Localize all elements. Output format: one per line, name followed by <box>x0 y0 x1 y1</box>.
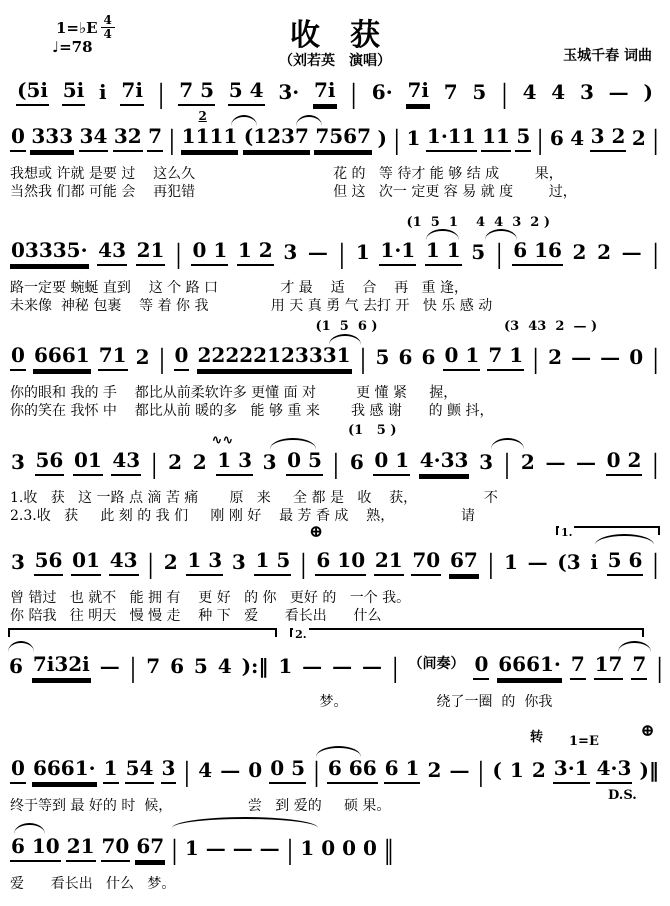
note-group: 71 <box>98 344 128 371</box>
lyrics-block <box>10 165 660 201</box>
barline: | <box>652 238 659 270</box>
lyric-line: 曾 错过 也 就不 能 拥 有 更 好 的 你 更好 的 一个 我。 <box>10 590 411 606</box>
note-group: 1 5 <box>254 549 291 576</box>
slur-arc <box>231 115 257 126</box>
note-group: 0 5 <box>286 449 323 476</box>
chord-annotation: ∿∿ <box>211 433 234 448</box>
barline: | <box>652 448 659 480</box>
note-group: 22222123331 <box>197 344 352 371</box>
barline: | <box>350 78 358 110</box>
note-group: — <box>220 758 241 782</box>
barline: | <box>129 652 137 684</box>
barline: | <box>652 343 659 375</box>
note-group: 43 <box>97 239 127 266</box>
note-group: i <box>590 550 598 574</box>
note-group: — <box>332 654 353 678</box>
key-label: 1=♭E <box>56 18 98 37</box>
slur-arc <box>316 746 362 757</box>
time-upper: 4 <box>101 14 115 28</box>
note-group: — <box>232 836 253 860</box>
note-group: 21 <box>66 835 96 862</box>
barline: | <box>147 548 155 580</box>
note-group: 3 <box>11 550 25 574</box>
note-group: 7 <box>147 125 163 152</box>
note-group: 56 <box>35 449 65 476</box>
note-group: 7 <box>631 653 647 680</box>
system-4 <box>10 319 660 420</box>
note-group: 43 <box>111 449 141 476</box>
note-group: 3· <box>278 80 300 104</box>
note-group: (1237 <box>243 125 310 152</box>
note-group: 1 1 <box>425 239 462 266</box>
note-group: 1·1 <box>379 239 416 266</box>
volta-bracket <box>290 628 644 641</box>
note-group: 0 <box>342 836 357 860</box>
lyric-line: 梦。 绕了一圈 的 你我 <box>8 694 553 710</box>
note-group: — <box>205 836 226 860</box>
notation-line <box>10 236 660 270</box>
notation-line <box>8 650 664 684</box>
chord-annotation: D.S. <box>608 788 637 803</box>
song-title: 收 获 <box>290 18 380 53</box>
note-group: 17 <box>594 653 624 680</box>
barline: | <box>338 238 346 270</box>
note-group: 1 <box>103 757 119 784</box>
volta-tick <box>275 628 277 637</box>
note-group: 1 <box>278 654 293 678</box>
note-group: 70 <box>101 835 131 862</box>
lyric-line: 路一定要 蜿蜒 直到 这 个 路 口 才 最 适 合 再 重 逢， <box>10 280 469 296</box>
note-group: 0 1 <box>191 239 228 266</box>
note-group: 0 5 <box>269 757 306 784</box>
slur-arc <box>270 438 316 449</box>
notation-line <box>10 546 660 580</box>
note-group: — <box>99 654 120 678</box>
barline: | <box>183 756 191 788</box>
barline: | <box>652 124 659 156</box>
chord-annotation: (3 43 2 — ) <box>504 319 598 334</box>
barline: | <box>158 343 166 375</box>
note-group: 0 <box>248 758 263 782</box>
note-group: 0 <box>10 344 26 371</box>
note-group: (3 <box>557 550 581 574</box>
note-group: 4·3 <box>596 757 633 784</box>
note-group: — <box>259 836 280 860</box>
note-group: ) <box>377 126 387 150</box>
note-group: 2 <box>427 758 442 782</box>
note-group: 3·1 <box>553 757 590 784</box>
note-group: 1 <box>406 126 421 150</box>
note-group: 0 <box>629 345 644 369</box>
notation-line <box>10 341 660 375</box>
lyric-line: 2.3.收 获 此 刻 的 我 们 刚 刚 好 最 芳 香 成 熟， 请 <box>10 508 475 524</box>
note-group: 4 <box>570 126 585 150</box>
note-group: 1 <box>300 836 315 860</box>
note-group: — <box>545 450 566 474</box>
note-group: — <box>608 80 629 104</box>
note-group: 4 <box>217 654 232 678</box>
note-group: 5i <box>62 79 86 106</box>
note-group: — <box>361 654 382 678</box>
note-group: 5 <box>471 240 486 264</box>
note-group: 21 <box>136 239 166 266</box>
note-group: 11 <box>481 125 511 152</box>
note-group: 333 <box>30 125 74 152</box>
note-group: 1111 <box>181 125 239 152</box>
note-group: ):‖ <box>241 654 269 678</box>
notation-line <box>16 76 654 110</box>
barline: | <box>501 78 508 110</box>
note-group: 6661· <box>497 653 562 680</box>
barline: | <box>393 124 401 156</box>
note-group: 3 <box>479 450 493 474</box>
note-group: i <box>99 80 107 104</box>
note-group: 3 2 <box>590 125 627 152</box>
note-group: 2 <box>548 345 562 369</box>
slur-arc <box>485 229 518 240</box>
note-group: 6 <box>170 654 184 678</box>
note-group: 6 10 <box>315 549 366 576</box>
tempo-marking: ♩=78 <box>52 38 93 56</box>
barline: | <box>495 238 503 270</box>
barline: | <box>299 548 307 580</box>
note-group: 1 <box>509 758 524 782</box>
barline: | <box>150 448 158 480</box>
note-group: 7i32i <box>32 653 91 680</box>
note-group: 6 1 <box>384 757 421 784</box>
note-group: ( <box>492 758 502 782</box>
chord-annotation: (1 5 1 4 4 3 2 ) <box>406 215 551 230</box>
note-group: 6 10 <box>10 835 61 862</box>
note-group: — <box>576 450 597 474</box>
note-group: 43 <box>109 549 139 576</box>
note-group: 7 1 <box>487 344 524 371</box>
note-group: 32 <box>113 125 143 152</box>
note-group: 6 <box>398 345 413 369</box>
note-group: 3 <box>231 550 246 574</box>
barline: | <box>171 834 178 866</box>
note-group: 6 <box>9 654 23 678</box>
barline: | <box>477 756 485 788</box>
slur-arc <box>426 229 459 240</box>
note-group: 3 <box>579 80 594 104</box>
system-8 <box>10 721 660 815</box>
note-group: 6661· <box>32 757 97 784</box>
performer-line: （刘若英 演唱） <box>279 53 391 69</box>
slur-arc <box>491 438 524 449</box>
note-group: 4 <box>198 758 213 782</box>
barline: | <box>391 652 399 684</box>
lyrics-block <box>10 797 660 815</box>
barline: | <box>652 548 659 580</box>
lyric-line: 你 陪我 往 明天 慢 慢 走 种 下 爱 看长出 什么 <box>10 608 382 624</box>
system-2 <box>10 109 660 201</box>
note-group: 54 <box>125 757 155 784</box>
note-group: 01 <box>71 549 101 576</box>
note-group: 1 2 <box>237 239 274 266</box>
note-group: 34 <box>79 125 109 152</box>
note-group: 7 <box>146 654 161 678</box>
note-group: 0 1 <box>443 344 480 371</box>
barline: | <box>286 834 294 866</box>
lyrics-block <box>10 489 660 525</box>
slur-arc <box>172 817 318 828</box>
barline: | <box>168 124 176 156</box>
volta-label: 1. <box>561 526 573 539</box>
note-group: 6 16 <box>512 239 563 266</box>
lyric-line: 爱 看长出 什么 梦。 <box>10 876 176 892</box>
system-5 <box>10 423 660 525</box>
note-group: — <box>302 654 323 678</box>
note-group: 0 <box>10 757 26 784</box>
lyrics-block <box>8 693 664 711</box>
note-group: 2 <box>531 758 546 782</box>
note-group: 5 <box>375 345 390 369</box>
note-group: 2 <box>163 550 178 574</box>
note-group: 70 <box>411 549 441 576</box>
note-group: 2 <box>572 240 587 264</box>
lyric-line: 终于等到 最 好的 时 候， 尝 到 爱的 硕 果。 <box>10 798 391 814</box>
lyrics-block <box>10 589 660 625</box>
barline: | <box>487 548 495 580</box>
note-group: 5 <box>193 654 208 678</box>
barline: ‖ <box>383 834 394 866</box>
note-group: 6 <box>421 345 436 369</box>
barline: | <box>536 124 544 156</box>
barline: | <box>313 756 320 788</box>
slur-arc <box>329 334 362 345</box>
note-group: 7i <box>313 79 337 106</box>
barline: | <box>175 238 182 270</box>
volta-tick <box>556 526 558 535</box>
slur-arc <box>8 641 34 652</box>
note-group: 5 <box>515 125 531 152</box>
note-group: — <box>449 758 470 782</box>
note-group: 3 <box>262 450 277 474</box>
lyric-line: 未来像 神秘 包裹 等 着 你 我 用 天 真 勇 气 去打 开 快 乐 感 动 <box>10 298 493 314</box>
note-group: 6661 <box>33 344 91 371</box>
lyric-line: 我想或 许就 是要 过 这么久 花 的 等 待才 能 够 结 成 果， <box>10 166 563 182</box>
note-group: 3 <box>283 240 298 264</box>
lyrics-block <box>10 279 660 315</box>
note-group: 01 <box>73 449 103 476</box>
note-group: 1·11 <box>426 125 477 152</box>
volta-tick <box>8 628 10 637</box>
note-group: 3 <box>11 450 25 474</box>
note-group: )‖ <box>639 758 659 782</box>
note-group: 21 <box>374 549 404 576</box>
lyrics-block <box>10 384 660 420</box>
barline: | <box>503 448 511 480</box>
note-group: — <box>621 240 642 264</box>
slur-arc <box>14 823 45 834</box>
note-group: 2 <box>597 240 611 264</box>
note-group: （间奏） <box>408 655 465 672</box>
note-group: 7 5 <box>178 79 215 106</box>
system-1 <box>16 76 654 110</box>
note-group: 0 2 <box>606 449 643 476</box>
note-group: — <box>307 240 328 264</box>
note-group: 7i <box>120 79 144 106</box>
note-group: — <box>600 345 621 369</box>
note-group: 3 <box>161 757 177 784</box>
note-group: 6 66 <box>327 757 378 784</box>
barline: | <box>157 78 165 110</box>
volta-bracket <box>8 628 277 637</box>
note-group: 1 <box>503 550 518 574</box>
chord-annotation: 1=E <box>569 734 599 749</box>
system-6 <box>10 522 660 625</box>
note-group: 5 6 <box>607 549 644 576</box>
note-group: — <box>527 550 548 574</box>
note-group: 2 <box>520 450 535 474</box>
chord-annotation: (1 5 ) <box>348 423 397 438</box>
barline: | <box>532 343 539 375</box>
note-group: 56 <box>34 549 64 576</box>
barline: | <box>332 448 340 480</box>
note-group: 7567 <box>314 125 372 152</box>
note-group: 2 <box>631 126 646 150</box>
note-group: 0 <box>174 344 190 371</box>
note-group: 67 <box>135 835 165 862</box>
barline: | <box>359 343 367 375</box>
note-group: 0 <box>321 836 336 860</box>
volta-tick <box>658 526 660 535</box>
note-group: 5 4 <box>228 79 265 106</box>
lyrics-block <box>10 875 395 893</box>
time-lower: 4 <box>103 27 112 42</box>
volta-label: 2. <box>295 628 307 641</box>
note-group: 7 <box>443 80 458 104</box>
note-group: 1 3 <box>216 449 253 476</box>
barline: | <box>656 652 663 684</box>
system-3 <box>10 215 660 315</box>
note-group: 4·33 <box>419 449 470 476</box>
coda-sign: ⊕ <box>309 522 324 542</box>
note-group: 7 <box>570 653 586 680</box>
chord-annotation: 转 <box>530 730 544 745</box>
notation-line <box>10 122 660 156</box>
grace-note: 2 <box>198 109 207 123</box>
note-group: ) <box>643 80 653 104</box>
note-group: 2 <box>192 450 207 474</box>
lyric-line: 你的笑在 我怀 中 都比从前 暖的多 能 够 重 来 我 感 谢 的 颤 抖， <box>10 403 494 419</box>
volta-bracket <box>556 526 660 539</box>
note-group: — <box>571 345 592 369</box>
note-group: 03335· <box>10 239 89 266</box>
note-group: 0 <box>363 836 377 860</box>
note-group: 2 <box>135 345 150 369</box>
volta-tick <box>290 628 292 637</box>
slur-arc <box>618 641 651 652</box>
note-group: 6 <box>349 450 364 474</box>
lyric-line: 1.收 获 这 一路 点 滴 苦 痛 原 来 全 都 是 收 获， 不 <box>10 490 498 506</box>
note-group: 1 3 <box>186 549 223 576</box>
note-group: 1 <box>355 240 370 264</box>
note-group: 1 <box>184 836 199 860</box>
system-9 <box>10 832 395 893</box>
chord-annotation: (1 5 6 ) <box>315 319 378 334</box>
lyric-line: 你的眼和 我的 手 都比从前柔软许多 更懂 面 对 更 懂 紧 握， <box>10 385 458 401</box>
note-group: 6 <box>549 126 564 150</box>
note-group: 7i <box>406 79 430 106</box>
lyric-line: 当然我 们都 可能 会 再犯错 但 这 次一 定更 容 易 就 度 过， <box>10 184 577 200</box>
composer-credit: 玉城千春 词曲 <box>563 48 652 64</box>
slur-arc <box>296 115 322 126</box>
note-group: 0 <box>473 653 489 680</box>
slur-arc <box>595 534 654 545</box>
coda-sign: ⊕ <box>640 721 655 741</box>
note-group: 5 <box>472 80 487 104</box>
note-group: 6· <box>371 80 393 104</box>
volta-tick <box>642 628 644 637</box>
system-7 <box>8 628 664 711</box>
note-group: (5i <box>16 79 49 106</box>
notation-line <box>10 446 660 480</box>
notation-line <box>10 754 660 788</box>
note-group: 2 <box>168 450 183 474</box>
note-group: 4 <box>522 80 537 104</box>
notation-line <box>10 832 395 866</box>
note-group: 4 <box>551 80 566 104</box>
note-group: 0 1 <box>373 449 410 476</box>
note-group: 0 <box>10 125 26 152</box>
note-group: 67 <box>449 549 479 576</box>
